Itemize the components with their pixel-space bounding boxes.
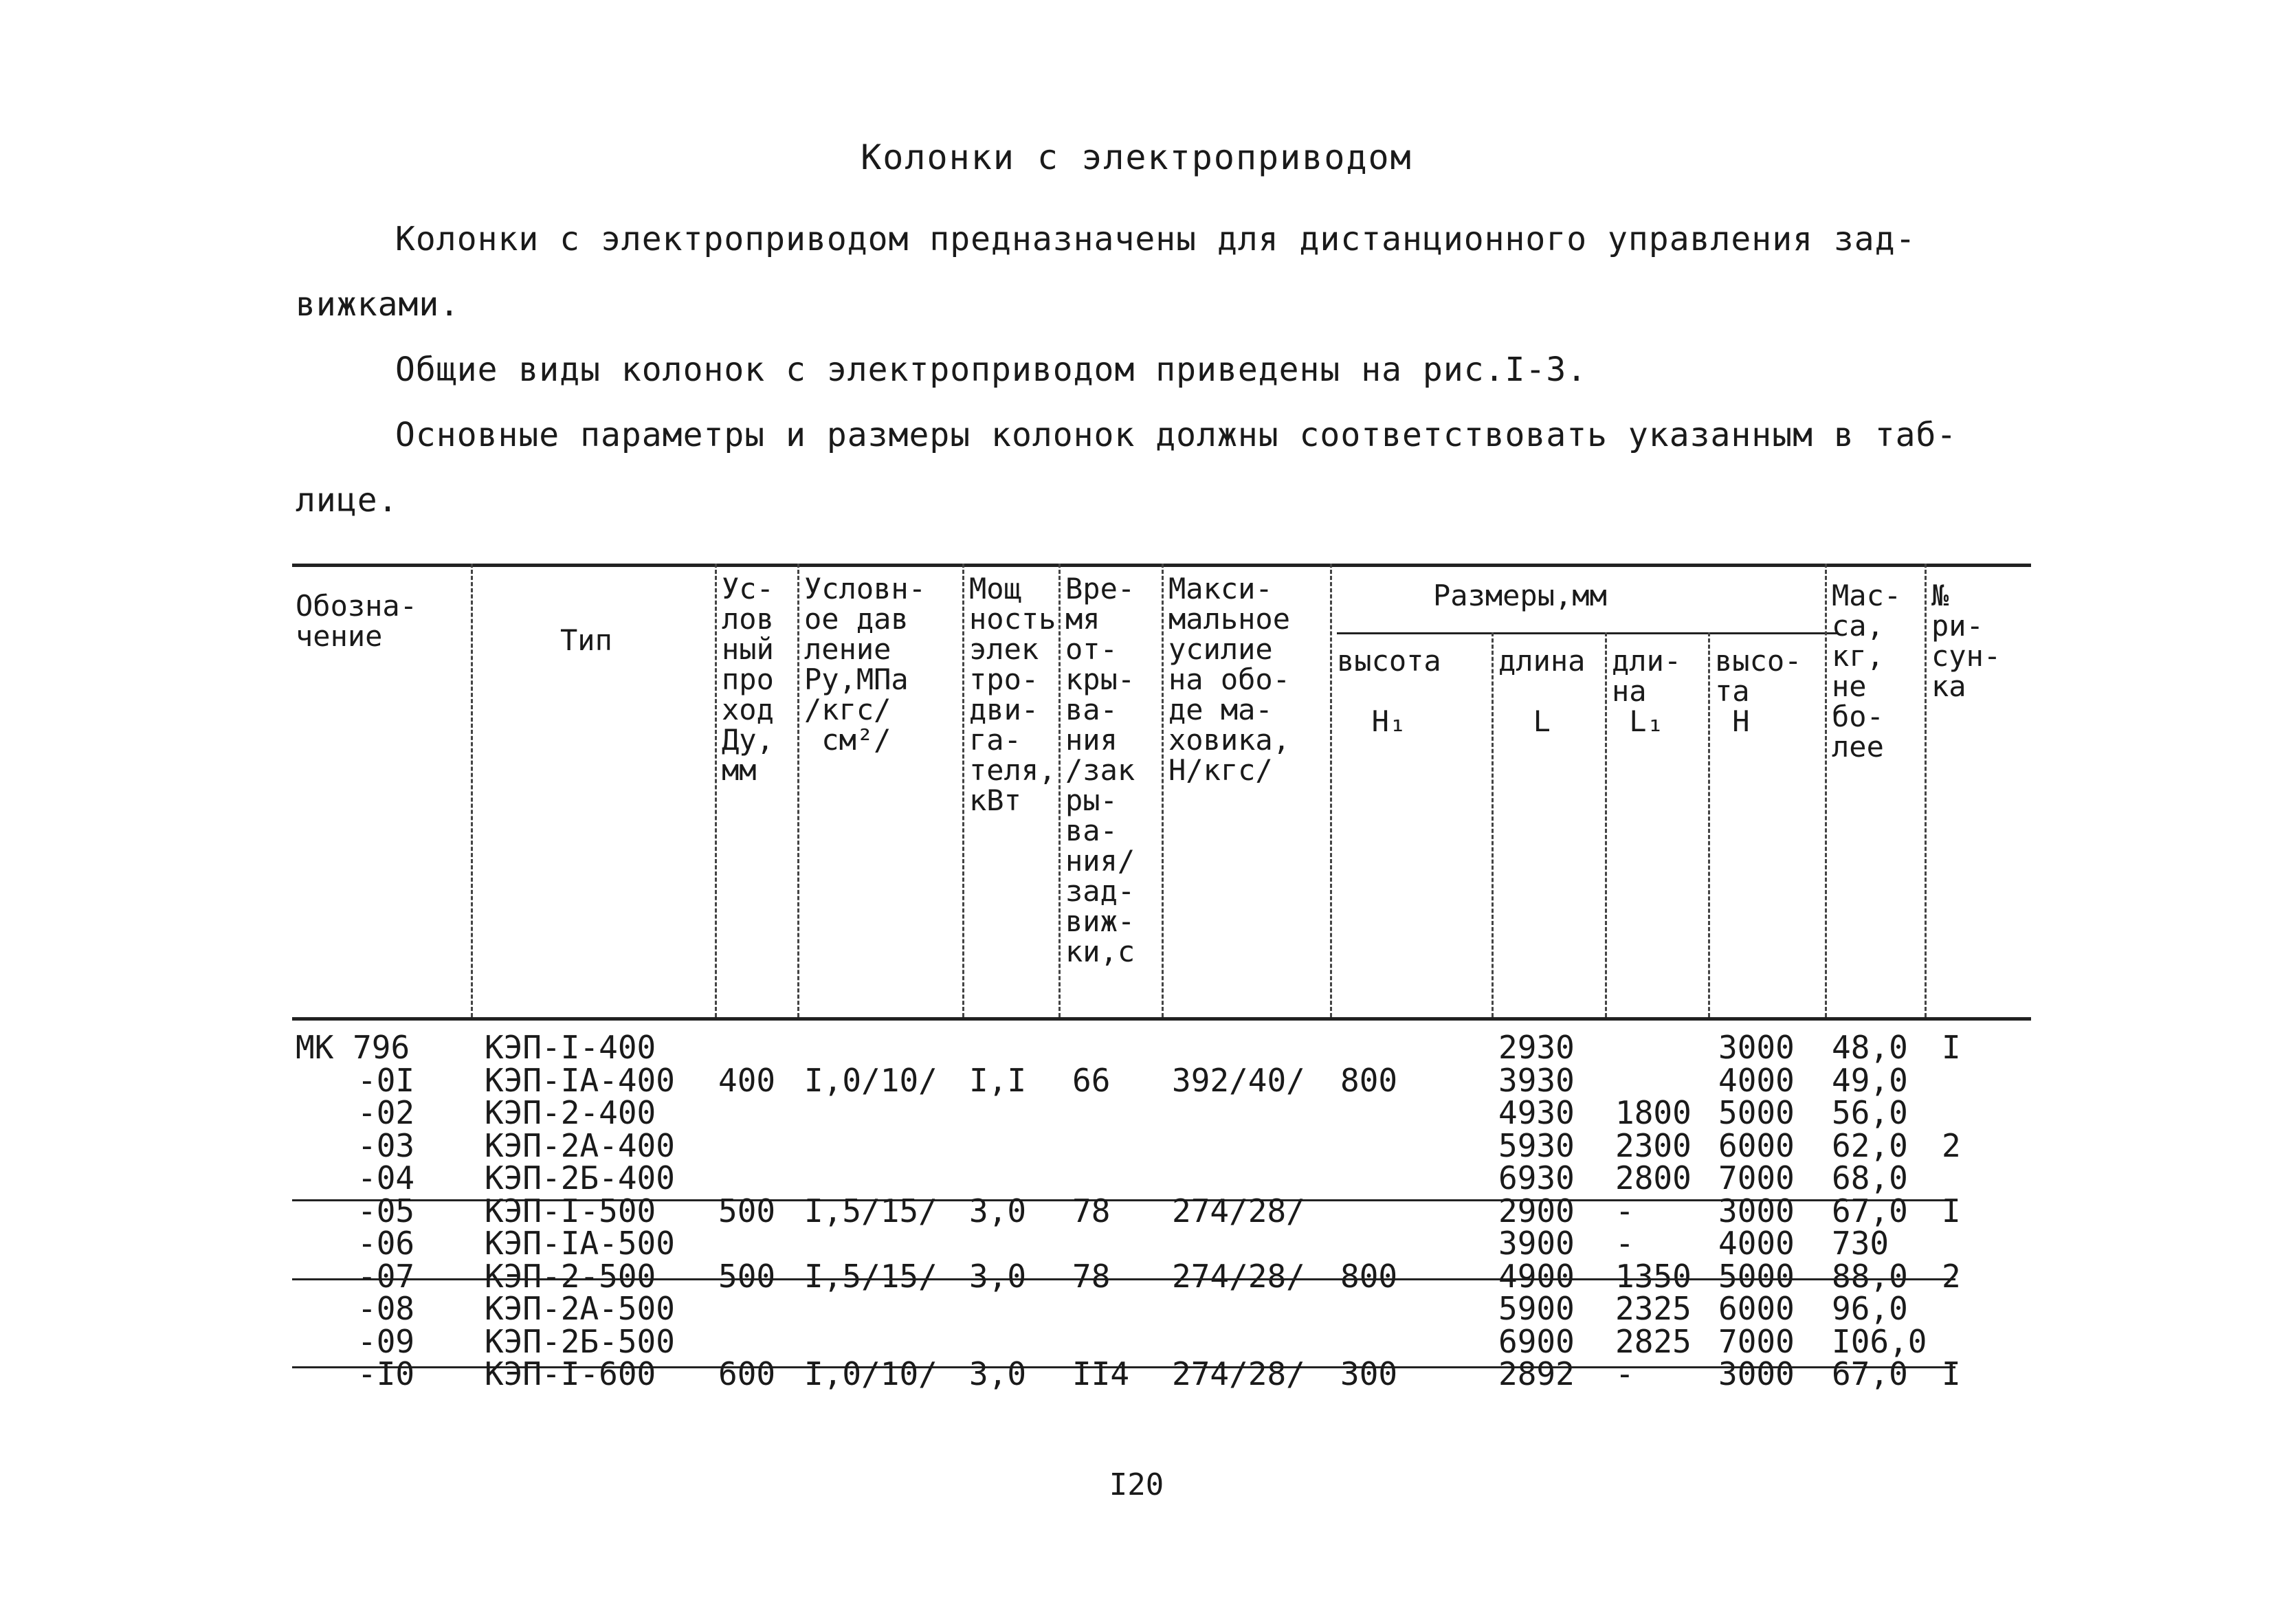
cell-power: 3,0 bbox=[969, 1257, 1027, 1295]
col-sep-3 bbox=[797, 564, 799, 1017]
paragraph-1-line-2: вижками. bbox=[296, 285, 461, 324]
dimensions-subheader-rule bbox=[1337, 632, 1839, 634]
cell-power: 3,0 bbox=[969, 1355, 1027, 1392]
cell-du: 500 bbox=[718, 1192, 776, 1230]
cell-l: 2900 bbox=[1498, 1192, 1575, 1230]
cell-l: 3930 bbox=[1498, 1061, 1575, 1099]
cell-pressure: I,5/15/ bbox=[804, 1192, 938, 1230]
cell-des: -07 bbox=[357, 1257, 415, 1295]
cell-force: 274/28/ bbox=[1172, 1257, 1305, 1295]
cell-type: КЭП-I-600 bbox=[485, 1355, 656, 1392]
cell-l: 2930 bbox=[1498, 1029, 1575, 1066]
cell-l: 4930 bbox=[1498, 1094, 1575, 1131]
cell-power: 3,0 bbox=[969, 1192, 1027, 1230]
cell-type: КЭП-I-400 bbox=[485, 1029, 656, 1066]
col-sep-8 bbox=[1492, 632, 1494, 1017]
cell-h: 7000 bbox=[1718, 1159, 1795, 1197]
cell-h1: 300 bbox=[1340, 1355, 1398, 1392]
cell-type: КЭП-IА-400 bbox=[485, 1061, 675, 1099]
cell-h: 4000 bbox=[1718, 1061, 1795, 1099]
header-type: Тип bbox=[560, 623, 612, 657]
cell-h: 6000 bbox=[1718, 1126, 1795, 1164]
col-sep-4 bbox=[962, 564, 964, 1017]
cell-h1: 800 bbox=[1340, 1257, 1398, 1295]
cell-time: 66 bbox=[1072, 1061, 1111, 1099]
cell-type: КЭП-2-400 bbox=[485, 1094, 656, 1131]
cell-mass: 48,0 bbox=[1832, 1029, 1908, 1066]
cell-type: КЭП-I-500 bbox=[485, 1192, 656, 1230]
header-dimensions: Размеры,мм bbox=[1433, 579, 1607, 612]
cell-des: -05 bbox=[357, 1192, 415, 1230]
cell-du: 400 bbox=[718, 1061, 776, 1099]
page-number: I20 bbox=[1109, 1467, 1164, 1502]
col-sep-1 bbox=[471, 564, 473, 1017]
header-time: Вре- мя от- кры- ва- ния /зак ры- ва- ния/ зад- виж- ки,с bbox=[1065, 572, 1135, 968]
cell-force: 392/40/ bbox=[1172, 1061, 1305, 1099]
cell-time: II4 bbox=[1072, 1355, 1130, 1392]
cell-l1: 2325 bbox=[1615, 1290, 1692, 1327]
cell-fig: 2 bbox=[1942, 1257, 1961, 1295]
header-du: Ус- лов ный про ход Ду, мм bbox=[722, 572, 774, 787]
cell-l: 4900 bbox=[1498, 1257, 1575, 1295]
col-sep-2 bbox=[715, 564, 717, 1017]
cell-mass: 67,0 bbox=[1832, 1192, 1908, 1230]
header-pressure: Условн- ое дав ление Ру,МПа /кгс/ см²/ bbox=[804, 572, 927, 757]
header-force: Макси- мальное усилие на обо- де ма- ховика, Н/кгс/ bbox=[1168, 572, 1291, 787]
cell-des: -09 bbox=[357, 1322, 415, 1360]
cell-des: -04 bbox=[357, 1159, 415, 1197]
cell-h: 6000 bbox=[1718, 1290, 1795, 1327]
cell-mass: 49,0 bbox=[1832, 1061, 1908, 1099]
parameters-table bbox=[292, 564, 2031, 1392]
cell-h: 3000 bbox=[1718, 1192, 1795, 1230]
cell-l1: 2300 bbox=[1615, 1126, 1692, 1164]
header-h: высо- та Н bbox=[1715, 644, 1802, 738]
header-l: длина L bbox=[1498, 644, 1586, 738]
cell-l1: - bbox=[1615, 1355, 1634, 1392]
cell-type: КЭП-2А-500 bbox=[485, 1290, 675, 1327]
cell-l: 6930 bbox=[1498, 1159, 1575, 1197]
paragraph-3-line-2: лице. bbox=[296, 481, 399, 520]
cell-l: 5900 bbox=[1498, 1290, 1575, 1327]
cell-des: -03 bbox=[357, 1126, 415, 1164]
cell-h: 7000 bbox=[1718, 1322, 1795, 1360]
cell-mass: 88,0 bbox=[1832, 1257, 1908, 1295]
cell-h: 4000 bbox=[1718, 1225, 1795, 1262]
cell-du: 600 bbox=[718, 1355, 776, 1392]
header-h1: высота Н₁ bbox=[1337, 644, 1441, 738]
cell-l: 5930 bbox=[1498, 1126, 1575, 1164]
col-sep-10 bbox=[1708, 632, 1710, 1017]
cell-time: 78 bbox=[1072, 1257, 1111, 1295]
page-title: Колонки с электроприводом bbox=[861, 137, 1412, 177]
cell-des: -08 bbox=[357, 1290, 415, 1327]
cell-mass: 56,0 bbox=[1832, 1094, 1908, 1131]
header-fig: № ри- сун- ка bbox=[1931, 579, 2002, 703]
cell-l1: 1350 bbox=[1615, 1257, 1692, 1295]
cell-h: 3000 bbox=[1718, 1355, 1795, 1392]
header-designation: Обозна- чение bbox=[296, 589, 418, 653]
cell-type: КЭП-IА-500 bbox=[485, 1225, 675, 1262]
paragraph-3-line-1: Основные параметры и размеры колонок должны соответствовать указанным в таб- bbox=[395, 416, 1958, 454]
header-power: Мощ ность элек тро- дви- га- теля, кВт bbox=[969, 572, 1056, 817]
cell-mass: I06,0 bbox=[1832, 1322, 1927, 1360]
header-l1: дли- на L₁ bbox=[1612, 644, 1682, 738]
col-sep-11 bbox=[1825, 564, 1827, 1017]
paragraph-2: Общие виды колонок с электроприводом приведены на рис.I-3. bbox=[395, 351, 1588, 389]
cell-des: -02 bbox=[357, 1094, 415, 1131]
cell-mass: 96,0 bbox=[1832, 1290, 1908, 1327]
cell-des: -I0 bbox=[357, 1355, 415, 1392]
col-sep-5 bbox=[1058, 564, 1061, 1017]
cell-des: -06 bbox=[357, 1225, 415, 1262]
header-bottom-rule bbox=[292, 1017, 2031, 1021]
cell-fig: I bbox=[1942, 1355, 1961, 1392]
cell-force: 274/28/ bbox=[1172, 1355, 1305, 1392]
cell-type: КЭП-2А-400 bbox=[485, 1126, 675, 1164]
cell-type: КЭП-2Б-500 bbox=[485, 1322, 675, 1360]
cell-l: 6900 bbox=[1498, 1322, 1575, 1360]
cell-des: -0I bbox=[357, 1061, 415, 1099]
cell-fig: 2 bbox=[1942, 1126, 1961, 1164]
cell-mass: 67,0 bbox=[1832, 1355, 1908, 1392]
cell-du: 500 bbox=[718, 1257, 776, 1295]
cell-mass: 730 bbox=[1832, 1225, 1889, 1262]
header-mass: Мас- са, кг, не бо- лее bbox=[1832, 579, 1902, 764]
cell-l1: - bbox=[1615, 1192, 1634, 1230]
col-sep-7 bbox=[1330, 564, 1332, 1017]
cell-h: 3000 bbox=[1718, 1029, 1795, 1066]
paragraph-1-line-1: Колонки с электроприводом предназначены для дистанционного управления зад- bbox=[395, 220, 1916, 258]
cell-l: 2892 bbox=[1498, 1355, 1575, 1392]
cell-mass: 68,0 bbox=[1832, 1159, 1908, 1197]
cell-des: МК 796 bbox=[296, 1029, 410, 1066]
cell-type: КЭП-2Б-400 bbox=[485, 1159, 675, 1197]
cell-force: 274/28/ bbox=[1172, 1192, 1305, 1230]
cell-l1: 2800 bbox=[1615, 1159, 1692, 1197]
cell-type: КЭП-2-500 bbox=[485, 1257, 656, 1295]
cell-mass: 62,0 bbox=[1832, 1126, 1908, 1164]
col-sep-9 bbox=[1605, 632, 1607, 1017]
cell-fig: I bbox=[1942, 1192, 1961, 1230]
cell-power: I,I bbox=[969, 1061, 1027, 1099]
cell-h: 5000 bbox=[1718, 1094, 1795, 1131]
cell-fig: I bbox=[1942, 1029, 1961, 1066]
col-sep-12 bbox=[1925, 564, 1927, 1017]
cell-l1: 1800 bbox=[1615, 1094, 1692, 1131]
cell-pressure: I,0/10/ bbox=[804, 1061, 938, 1099]
cell-l: 3900 bbox=[1498, 1225, 1575, 1262]
cell-time: 78 bbox=[1072, 1192, 1111, 1230]
col-sep-6 bbox=[1162, 564, 1164, 1017]
cell-l1: 2825 bbox=[1615, 1322, 1692, 1360]
cell-h1: 800 bbox=[1340, 1061, 1398, 1099]
cell-h: 5000 bbox=[1718, 1257, 1795, 1295]
cell-pressure: I,0/10/ bbox=[804, 1355, 938, 1392]
cell-l1: - bbox=[1615, 1225, 1634, 1262]
cell-pressure: I,5/15/ bbox=[804, 1257, 938, 1295]
